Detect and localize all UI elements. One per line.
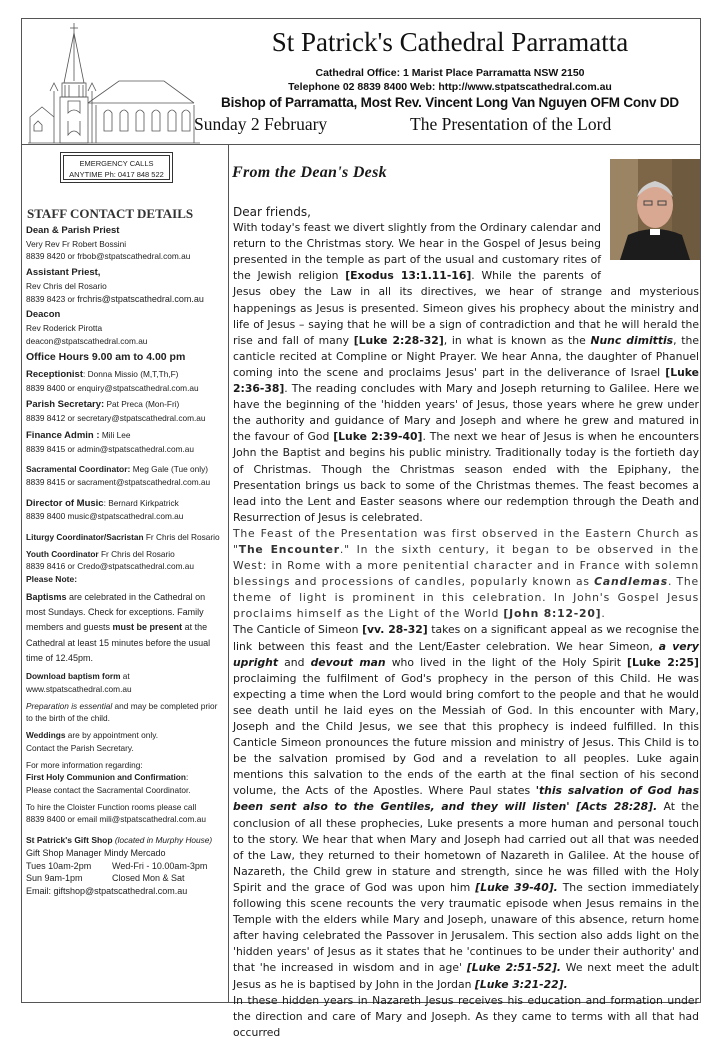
feast-name: The Presentation of the Lord: [410, 114, 612, 134]
cathedral-title: St Patrick's Cathedral Parramatta: [271, 27, 629, 57]
music: Director of Music: Bernard Kirkpatrick: [26, 497, 179, 509]
assistant-title: Assistant Priest,: [26, 267, 101, 279]
more-info: For more information regarding:: [26, 759, 143, 770]
emergency-phone: ANYTIME Ph: 0417 848 522: [69, 170, 164, 179]
bulletin-header: [22, 19, 700, 145]
paragraph-1: With today's feast we divert slightly from the Ordinary calendar and return to the Christmas story. We hear in the Gospel of Jesus being presented in the temple as part of the usual and customary rites of the Jewish religion [Exodus 13:1.11-16]. While the parents of Jesus obey the Law in all its directives, we hear of strange and mysterious happenings as Jesus is presented. Simeon gives his prophecy about the ministry and life of Jesus – saying that he will be a sign of contradiction and that he will herald the rise and fall of many [Luke 2:28-32], in what is known as the Nunc dimittis, the canticle recited at Compline or Night Prayer. We hear Anna, the daughter of Phanuel coming into the scene and proclaims Jesus' part in the deliverance of Israel [Luke 2:36-38]. The reading concludes with Mary and Joseph returning to Galilee. Here we have the beginning of the 'hidden years' of Jesus, those years where he grew under the authority and guidance of Mary and Joseph and where he grew and matured in the favour of God [Luke 2:39-40]. The next we hear of Jesus is when he encounters John the Baptist and begins his public ministry. Traditionally today is the fortieth day of Christmas. Though the Christmas season ended with the Epiphany, the Presentation brings us back to some of the Christmas themes. The feast becomes a lead into the Lent and Easter seasons where our redemption through the Death and Resurrection of Jesus is celebrated.: [233, 221, 700, 524]
secretary-contact: 8839 8412 or secretary@stpatscathedral.com.au: [26, 413, 206, 424]
emergency-box: [60, 152, 173, 183]
column-divider: [228, 145, 229, 1002]
assistant-name: Rev Chris del Rosario: [26, 280, 107, 291]
paragraph-2: The Feast of the Presentation was first observed in the Eastern Church as "The Encounter." In the sixth century, it began to be observed in the West: in Rome with a more penitential character and in France with solemn blessings and processions of candles, popularly known as Candlemas. The theme of light is prominent in this celebration. In John's Gospel Jesus proclaims himself as the Light of the World [John 8:12-20].: [233, 526, 699, 621]
assistant-contact: 8839 8423 or frchris@stpatscathedral.com.au: [26, 293, 204, 304]
deacon-title: Deacon: [26, 309, 61, 321]
receptionist-contact: 8839 8400 or enquiry@stpatscathedral.com.au: [26, 382, 199, 393]
youth: Youth Coordinator Fr Chris del Rosario: [26, 548, 175, 559]
office-contact: Telephone 02 8839 8400 Web: http://www.stpatscathedral.com.au: [288, 81, 612, 93]
secretary: Parish Secretary: Pat Preca (Mon-Fri): [26, 399, 180, 411]
article-body: [233, 204, 699, 1041]
dean-contact: 8839 8420 or frbob@stpatscathedral.com.au: [26, 251, 191, 262]
office-address: Cathedral Office: 1 Marist Place Parramatta NSW 2150: [315, 67, 585, 79]
finance: Finance Admin : Mili Lee: [26, 429, 131, 441]
staff-list: [26, 225, 226, 898]
youth-contact: 8839 8416 or Credo@stpatscathedral.com.au: [26, 561, 195, 572]
dean-name: Very Rev Fr Robert Bossini: [26, 238, 127, 249]
please-note: Please Note:: [26, 574, 78, 585]
liturgy: Liturgy Coordinator/Sacristan Fr Chris del Rosario: [26, 532, 220, 543]
finance-contact: 8839 8415 or admin@stpatscathedral.com.au: [26, 443, 195, 454]
gift-shop-title: St Patrick's Gift Shop (located in Murphy House): [26, 835, 213, 846]
sacramental: Sacramental Coordinator: Meg Gale (Tue only): [26, 464, 209, 475]
gift-shop-hours-1: Tues 10am-2pm Wed-Fri - 10.00am-3pm: [26, 860, 208, 871]
emergency-title: EMERGENCY CALLS: [79, 159, 154, 168]
gift-shop-hours-2: Sun 9am-1pm Closed Mon & Sat: [26, 873, 185, 884]
preparation-note: Preparation is essential and may be completed prior to the birth of the child.: [26, 700, 218, 724]
communion-note: First Holy Communion and Confirmation:: [26, 772, 189, 783]
download-note: Download baptism form at www.stpatscathedral.com.au: [26, 671, 132, 695]
receptionist: Receptionist: Donna Missio (M,T,Th,F): [26, 369, 179, 381]
staff-heading: STAFF CONTACT DETAILS: [27, 206, 194, 221]
gift-shop-email: Email: giftshop@stpatscathedral.com.au: [26, 885, 188, 896]
office-hours: Office Hours 9.00 am to 4.00 pm: [26, 351, 186, 364]
deacon-contact: deacon@stpatscathedral.com.au: [26, 335, 148, 346]
sacramental-contact: 8839 8415 or sacrament@stpatscathedral.com.au: [26, 476, 211, 487]
cloister-note: To hire the Cloister Function rooms please call: [26, 801, 197, 812]
baptisms-note: Baptisms are celebrated in the Cathedral on most Sundays. Check for exceptions. Family members and guests must be present at the Cathedral at least 15 minutes before the usual time of 12.45pm.: [26, 591, 211, 664]
deacon-name: Rev Roderick Pirotta: [26, 322, 103, 333]
main-column: [231, 145, 700, 1039]
cloister-contact: 8839 8400 or email mili@stpatscathedral.com.au: [26, 814, 206, 825]
weddings-contact: Contact the Parish Secretary.: [26, 742, 134, 753]
music-contact: 8839 8400 music@stpatscathedral.com.au: [26, 511, 184, 522]
bulletin-date: Sunday 2 February: [194, 114, 328, 134]
gift-shop-manager: Gift Shop Manager Mindy Mercado: [26, 847, 166, 858]
sidebar: [22, 145, 228, 1002]
greeting: Dear friends,: [233, 205, 311, 219]
cathedral-drawing-icon: [24, 21, 202, 145]
bishop-line: Bishop of Parramatta, Most Rev. Vincent Long Van Nguyen OFM Conv DD: [221, 95, 679, 110]
dean-title: Dean & Parish Priest: [26, 225, 120, 236]
communion-contact: Please contact the Sacramental Coordinator.: [26, 784, 191, 795]
deans-desk-heading: From the Dean's Desk: [232, 164, 387, 181]
paragraph-3: The Canticle of Simeon [vv. 28-32] takes on a significant appeal as we recognise the link between this feast and the Lent/Easter celebration. We hear Simeon, a very upright and devout man who lived in the light of the Holy Spirit [Luke 2:25] proclaiming the fulfilment of God's prophecy in the person of this Child. He was expecting a time when the Lord would bring comfort to the people and that he would see death until he laid eyes on the Messiah of God. In this encounter with Mary, Joseph and the Child Jesus, we see that this prophecy is indeed fulfilled. In this Canticle Simeon pronounces the future mission and ministry of Jesus. This Child is to be the salvation promised by God and a revelation to all peoples. Luke again mentions this salvation to the ends of the earth at the final section of his second volume, the Acts of the Apostles. Where Paul states 'this salvation of God has been sent also to the Gentiles, and they will listen' [Acts 28:28]. At the conclusion of all these prophecies, Luke presents a more human and personal touch to the story. We hear that when Mary and Joseph had carried out all that was needed of the Law, they returned to their hometown of Nazareth in Galilee. At the house of Nazareth, the Child grew in stature and strength, since he was filled with the Holy Spirit and the grace of God was upon him [Luke 39-40]. The section immediately following this scene recounts the very traumatic episode when Jesus remains in the Temple with the elders while Mary and Joseph, unaware of this absence, return home after having celebrated the Passover in Jerusalem. This section also adds light on the 'hidden years' of Jesus as it states that he 'continues to be under their authority' and that 'he increased in wisdom and in age' [Luke 2:51-52]. We next meet the adult Jesus as he is baptised by John in the Jordan [Luke 3:21-22].: [233, 623, 699, 991]
bulletin-page: [21, 18, 701, 1039]
weddings-note: Weddings are by appointment only.: [26, 730, 159, 741]
paragraph-4: In these hidden years in Nazareth Jesus receives his education and formation under the direction and care of Mary and Joseph. As they came to terms with all that had occurred: [233, 993, 699, 1039]
